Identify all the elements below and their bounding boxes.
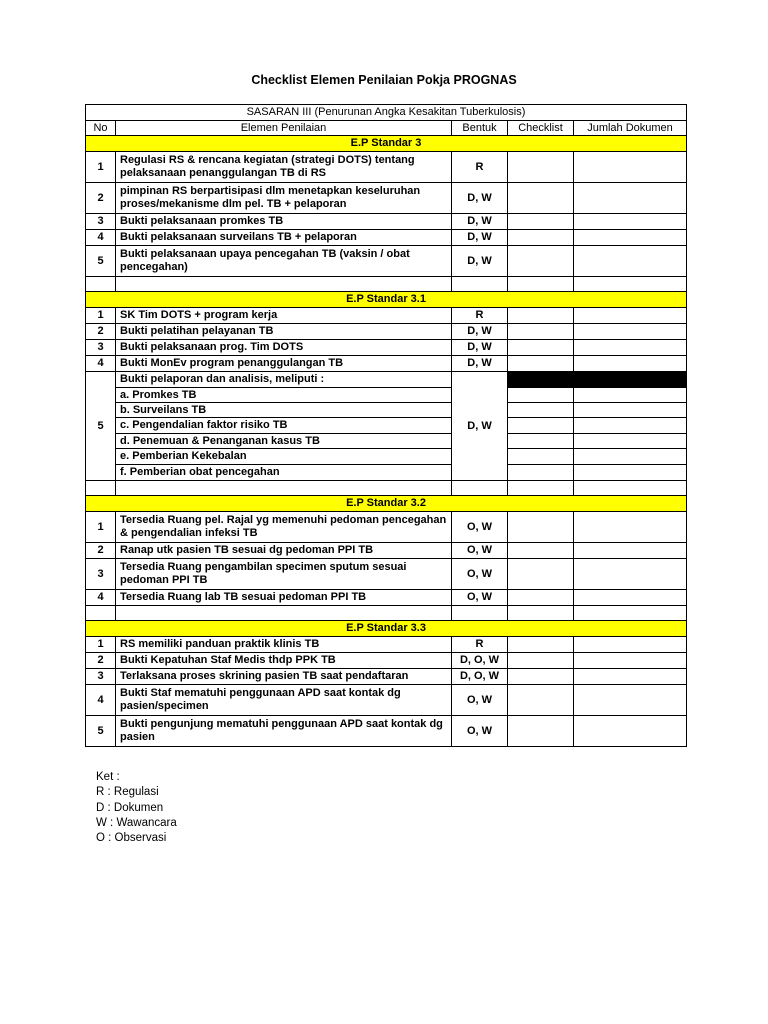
checklist-cell	[508, 214, 574, 230]
row-number: 1	[86, 152, 116, 183]
bentuk-value: D, O, W	[452, 669, 508, 685]
bentuk-value: R	[452, 637, 508, 653]
table-row	[86, 669, 687, 685]
jumlah-dokumen-cell	[574, 356, 687, 372]
legend-title: Ket :	[96, 771, 120, 783]
row-number: 2	[86, 543, 116, 559]
element-text: Bukti Kepatuhan Staf Medis thdp PPK TB	[116, 653, 452, 669]
element-text: Bukti pelaksanaan promkes TB	[116, 214, 452, 230]
table-row	[86, 449, 687, 465]
element-text: Bukti pelaksanaan prog. Tim DOTS	[116, 340, 452, 356]
legend	[96, 770, 177, 846]
row-number: 5	[86, 372, 116, 481]
checklist-cell	[508, 669, 574, 685]
table-row	[86, 637, 687, 653]
checklist-cell	[508, 637, 574, 653]
bentuk-value: D, O, W	[452, 653, 508, 669]
checklist-cell	[508, 543, 574, 559]
checklist-cell	[508, 434, 574, 449]
element-subitem: e. Pemberian Kekebalan	[116, 449, 452, 465]
table-row	[86, 356, 687, 372]
row-number: 3	[86, 340, 116, 356]
empty-cell	[86, 606, 116, 621]
column-header-bentuk: Bentuk	[452, 121, 508, 136]
bentuk-value: D, W	[452, 246, 508, 277]
element-text: Bukti Staf mematuhi penggunaan APD saat kontak dg pasien/specimen	[116, 685, 452, 716]
checklist-cell	[508, 340, 574, 356]
table-row	[86, 246, 687, 277]
element-subitem: d. Penemuan & Penanganan kasus TB	[116, 434, 452, 449]
table-row	[86, 590, 687, 606]
checklist-cell	[508, 324, 574, 340]
checklist-cell	[508, 418, 574, 434]
table-row	[86, 559, 687, 590]
bentuk-value: O, W	[452, 512, 508, 543]
table-row	[86, 340, 687, 356]
empty-cell	[86, 481, 116, 496]
section-header: E.P Standar 3.1	[86, 292, 687, 308]
bentuk-value: D, W	[452, 356, 508, 372]
table-row	[86, 324, 687, 340]
spacer-row	[86, 277, 687, 292]
jumlah-dokumen-cell	[574, 512, 687, 543]
table-row	[86, 403, 687, 418]
jumlah-dokumen-cell	[574, 230, 687, 246]
jumlah-dokumen-cell	[574, 418, 687, 434]
jumlah-dokumen-cell	[574, 653, 687, 669]
element-subitem: f. Pemberian obat pencegahan	[116, 465, 452, 481]
checklist-cell	[508, 403, 574, 418]
bentuk-value: O, W	[452, 716, 508, 747]
jumlah-dokumen-cell	[574, 324, 687, 340]
element-text: Tersedia Ruang pengambilan specimen sputum sesuai pedoman PPI TB	[116, 559, 452, 590]
checklist-cell	[508, 152, 574, 183]
row-number: 2	[86, 653, 116, 669]
table-row	[86, 214, 687, 230]
bentuk-value: D, W	[452, 372, 508, 481]
bentuk-value: O, W	[452, 559, 508, 590]
jumlah-dokumen-cell	[574, 590, 687, 606]
element-text: Bukti MonEv program penanggulangan TB	[116, 356, 452, 372]
element-text: pimpinan RS berpartisipasi dlm menetapkan keseluruhan proses/mekanisme dlm pel. TB + pelaporan	[116, 183, 452, 214]
table-row	[86, 230, 687, 246]
section-header: E.P Standar 3.3	[86, 621, 687, 637]
empty-cell	[86, 277, 116, 292]
legend-item: R : Regulasi	[96, 786, 159, 799]
jumlah-dokumen-cell	[574, 308, 687, 324]
table-row	[86, 418, 687, 434]
empty-cell	[574, 481, 687, 496]
column-header-checklist: Checklist	[508, 121, 574, 136]
table-row	[86, 716, 687, 747]
element-text: Regulasi RS & rencana kegiatan (strategi DOTS) tentang pelaksanaan penanggulangan TB di RS	[116, 152, 452, 183]
table-row	[86, 152, 687, 183]
table-row	[86, 434, 687, 449]
checklist-cell	[508, 449, 574, 465]
table-row	[86, 543, 687, 559]
empty-cell	[574, 277, 687, 292]
checklist-cell	[508, 230, 574, 246]
jumlah-dokumen-cell	[574, 388, 687, 403]
table-row	[86, 308, 687, 324]
element-text: Ranap utk pasien TB sesuai dg pedoman PPI TB	[116, 543, 452, 559]
table-row	[86, 465, 687, 481]
jumlah-dokumen-cell	[574, 183, 687, 214]
table-heading: SASARAN III (Penurunan Angka Kesakitan Tuberkulosis)	[86, 105, 687, 121]
table-row	[86, 388, 687, 403]
element-subitem: c. Pengendalian faktor risiko TB	[116, 418, 452, 434]
jumlah-dokumen-cell	[574, 214, 687, 230]
section-header: E.P Standar 3	[86, 136, 687, 152]
bentuk-value: O, W	[452, 590, 508, 606]
page-title: Checklist Elemen Penilaian Pokja PROGNAS	[251, 73, 517, 87]
jumlah-dokumen-cell	[574, 340, 687, 356]
checklist-cell	[508, 183, 574, 214]
empty-cell	[508, 277, 574, 292]
row-number: 4	[86, 356, 116, 372]
checklist-cell	[508, 685, 574, 716]
checklist-cell	[508, 308, 574, 324]
legend-item: O : Observasi	[96, 832, 167, 845]
checklist-cell	[508, 512, 574, 543]
row-number: 2	[86, 183, 116, 214]
element-text: Bukti pelatihan pelayanan TB	[116, 324, 452, 340]
checklist-cell	[508, 653, 574, 669]
row-number: 3	[86, 214, 116, 230]
checklist-cell	[508, 465, 574, 481]
element-text: Bukti pelaksanaan surveilans TB + pelaporan	[116, 230, 452, 246]
table-row	[86, 372, 687, 388]
table-row	[86, 183, 687, 214]
table-row	[86, 512, 687, 543]
checklist-cell	[508, 716, 574, 747]
row-number: 4	[86, 685, 116, 716]
element-text: Terlaksana proses skrining pasien TB saat pendaftaran	[116, 669, 452, 685]
row-number: 3	[86, 559, 116, 590]
checklist-cell	[508, 388, 574, 403]
row-number: 5	[86, 246, 116, 277]
checklist-table	[85, 104, 687, 747]
empty-cell	[508, 481, 574, 496]
empty-cell	[452, 277, 508, 292]
legend-item: D : Dokumen	[96, 801, 164, 814]
empty-cell	[452, 481, 508, 496]
bentuk-value: O, W	[452, 543, 508, 559]
spacer-row	[86, 481, 687, 496]
element-text: Bukti pelaksanaan upaya pencegahan TB (vaksin / obat pencegahan)	[116, 246, 452, 277]
element-text: Bukti pengunjung mematuhi penggunaan APD saat kontak dg pasien	[116, 716, 452, 747]
bentuk-value: D, W	[452, 230, 508, 246]
jumlah-dokumen-cell	[574, 465, 687, 481]
element-subitem: b. Surveilans TB	[116, 403, 452, 418]
jumlah-dokumen-cell	[574, 669, 687, 685]
jumlah-dokumen-cell	[574, 716, 687, 747]
table-row	[86, 685, 687, 716]
jumlah-dokumen-cell	[574, 152, 687, 183]
column-header-elemen: Elemen Penilaian	[116, 121, 452, 136]
row-number: 5	[86, 716, 116, 747]
jumlah-dokumen-cell	[574, 685, 687, 716]
bentuk-value: D, W	[452, 324, 508, 340]
row-number: 1	[86, 512, 116, 543]
checklist-cell	[508, 246, 574, 277]
row-number: 1	[86, 637, 116, 653]
legend-item: W : Wawancara	[96, 816, 177, 829]
empty-cell	[508, 606, 574, 621]
section-header: E.P Standar 3.2	[86, 496, 687, 512]
element-text: SK Tim DOTS + program kerja	[116, 308, 452, 324]
element-text: RS memiliki panduan praktik klinis TB	[116, 637, 452, 653]
bentuk-value: D, W	[452, 183, 508, 214]
jumlah-dokumen-cell	[574, 449, 687, 465]
checklist-cell	[508, 590, 574, 606]
bentuk-value: R	[452, 308, 508, 324]
bentuk-value: D, W	[452, 340, 508, 356]
jumlah-dokumen-cell	[574, 403, 687, 418]
bentuk-value: D, W	[452, 214, 508, 230]
row-number: 4	[86, 230, 116, 246]
jumlah-dokumen-cell	[574, 543, 687, 559]
empty-cell	[452, 606, 508, 621]
empty-cell	[116, 606, 452, 621]
row-number: 1	[86, 308, 116, 324]
jumlah-dokumen-cell	[574, 246, 687, 277]
table-row	[86, 653, 687, 669]
element-subitem: a. Promkes TB	[116, 388, 452, 403]
jumlah-dokumen-cell	[574, 637, 687, 653]
jumlah-dokumen-cell	[574, 372, 687, 388]
empty-cell	[574, 606, 687, 621]
jumlah-dokumen-cell	[574, 434, 687, 449]
checklist-cell	[508, 356, 574, 372]
element-text: Tersedia Ruang pel. Rajal yg memenuhi pedoman pencegahan & pengendalian infeksi TB	[116, 512, 452, 543]
bentuk-value: O, W	[452, 685, 508, 716]
bentuk-value: R	[452, 152, 508, 183]
empty-cell	[116, 481, 452, 496]
empty-cell	[116, 277, 452, 292]
element-text: Bukti pelaporan dan analisis, meliputi :	[116, 372, 452, 388]
checklist-cell	[508, 372, 574, 388]
checklist-cell	[508, 559, 574, 590]
column-header-no: No	[86, 121, 116, 136]
row-number: 2	[86, 324, 116, 340]
spacer-row	[86, 606, 687, 621]
element-text: Tersedia Ruang lab TB sesuai pedoman PPI TB	[116, 590, 452, 606]
row-number: 4	[86, 590, 116, 606]
row-number: 3	[86, 669, 116, 685]
column-header-jumlah-dokumen: Jumlah Dokumen	[574, 121, 687, 136]
jumlah-dokumen-cell	[574, 559, 687, 590]
